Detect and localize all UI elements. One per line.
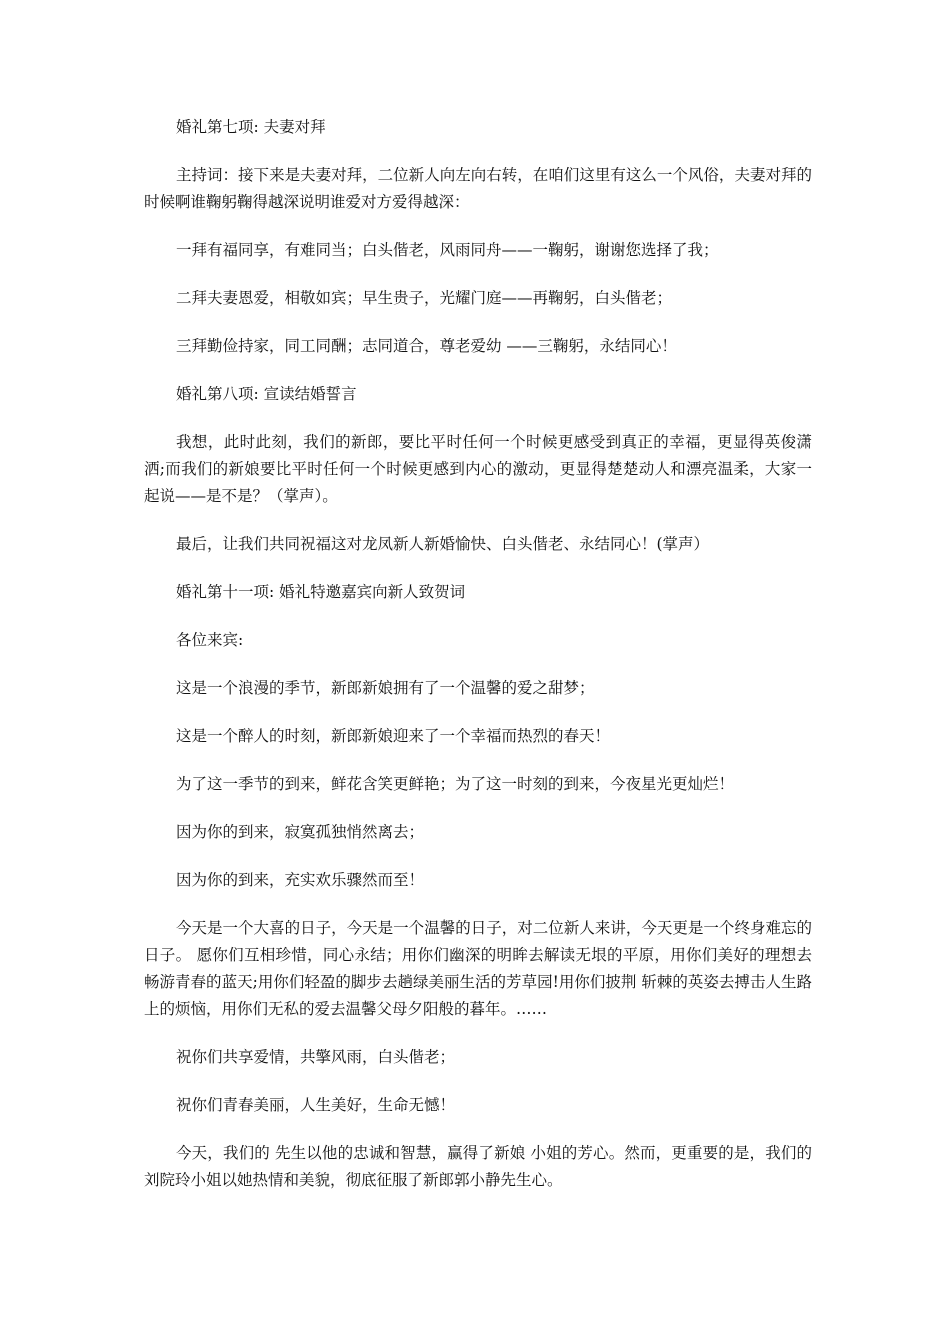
paragraph: 祝你们青春美丽，人生美好，生命无憾！ bbox=[176, 1096, 456, 1114]
paragraph: 主持词：接下来是夫妻对拜，二位新人向左向右转，在咱们这里有这么一个风俗，夫妻对拜的时候啊谁鞠躬鞠得越深说明谁爱对方爱得越深： bbox=[144, 166, 812, 211]
section-heading: 婚礼第七项: 夫妻对拜 bbox=[176, 118, 326, 136]
paragraph: 各位来宾: bbox=[176, 631, 244, 649]
paragraph: 三拜勤俭持家，同工同酬；志同道合，尊老爱幼 ——三鞠躬，永结同心！ bbox=[176, 337, 677, 355]
paragraph: 今天，我们的 先生以他的忠诚和智慧，赢得了新娘 小姐的芳心。然而，更重要的是，我们的刘院玲小姐以她热情和美貌，彻底征服了新郎郭小静先生心。 bbox=[144, 1144, 812, 1189]
paragraph: 为了这一季节的到来，鲜花含笑更鲜艳；为了这一时刻的到来，今夜星光更灿烂！ bbox=[176, 775, 735, 793]
paragraph: 这是一个醉人的时刻，新郎新娘迎来了一个幸福而热烈的春天！ bbox=[176, 727, 611, 745]
paragraph: 因为你的到来，寂寞孤独悄然离去； bbox=[176, 823, 425, 841]
section-heading: 婚礼第八项: 宣读结婚誓言 bbox=[176, 385, 357, 403]
paragraph: 祝你们共享爱情，共擎风雨，白头偕老； bbox=[176, 1048, 456, 1066]
paragraph: 二拜夫妻恩爱，相敬如宾；早生贵子，光耀门庭——再鞠躬，白头偕老； bbox=[176, 289, 673, 307]
document-body bbox=[144, 114, 812, 1215]
paragraph: 这是一个浪漫的季节，新郎新娘拥有了一个温馨的爱之甜梦； bbox=[176, 679, 595, 697]
paragraph: 一拜有福同享，有难同当；白头偕老，风雨同舟——一鞠躬，谢谢您选择了我； bbox=[176, 241, 719, 259]
paragraph: 因为你的到来，充实欢乐骤然而至！ bbox=[176, 871, 425, 889]
paragraph: 最后，让我们共同祝福这对龙凤新人新婚愉快、白头偕老、永结同心！(掌声） bbox=[176, 535, 710, 553]
section-heading: 婚礼第十一项: 婚礼特邀嘉宾向新人致贺词 bbox=[176, 583, 466, 601]
paragraph: 今天是一个大喜的日子，今天是一个温馨的日子，对二位新人来讲，今天更是一个终身难忘的日子。 愿你们互相珍惜，同心永结；用你们幽深的明眸去解读无垠的平原，用你们美好的理想去畅游青春的蓝天;用你们轻盈的脚步去趟绿美丽生活的芳草园!用你们披荆 斩棘的英姿去搏击人生路上的烦恼，用你们无私的爱去温馨父母夕阳般的暮年。…… bbox=[144, 919, 812, 1018]
paragraph: 我想，此时此刻，我们的新郎，要比平时任何一个时候更感受到真正的幸福，更显得英俊潇洒;而我们的新娘要比平时任何一个时候更感到内心的激动，更显得楚楚动人和漂亮温柔，大家一起说——是不是？（掌声）。 bbox=[144, 433, 812, 505]
